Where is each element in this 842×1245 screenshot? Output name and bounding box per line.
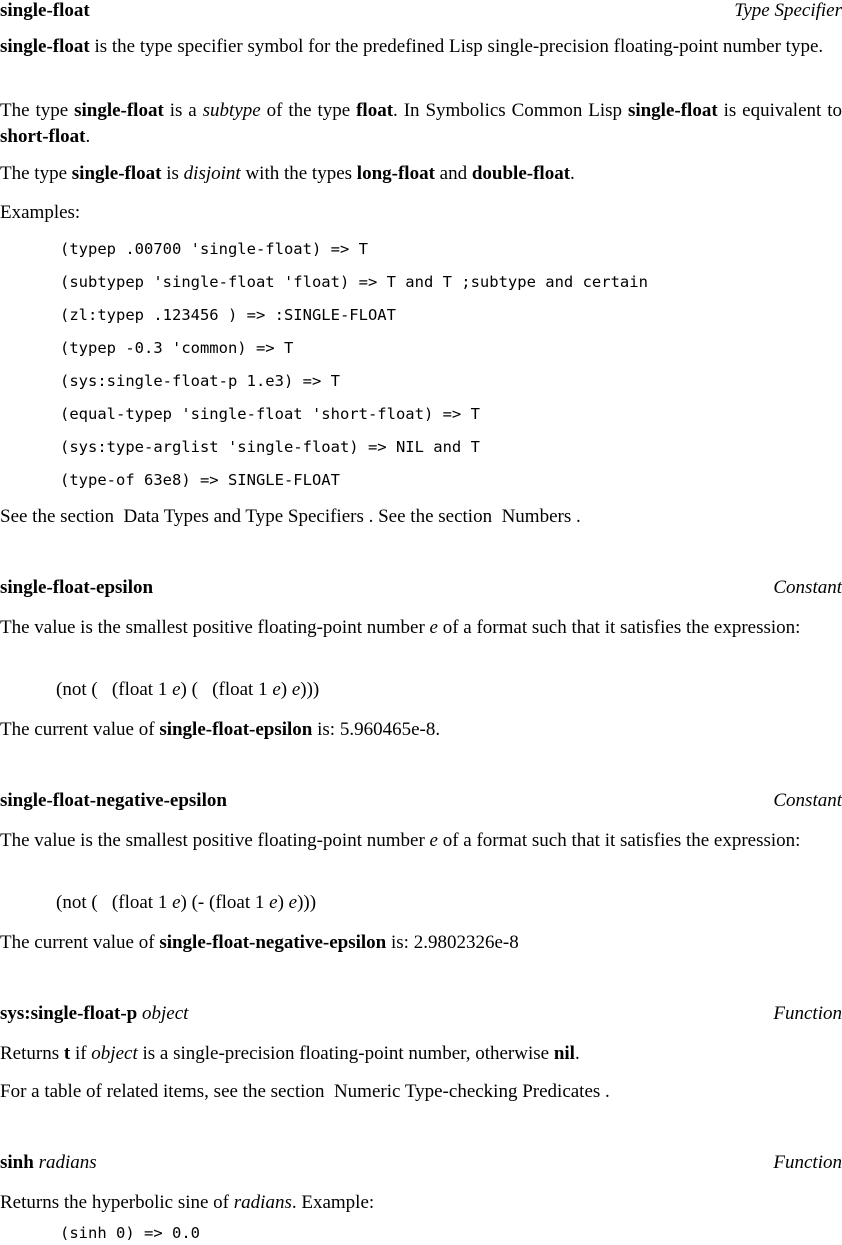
text: The type <box>0 100 75 121</box>
code-example: (equal-typep 'single-float 'short-float) => T <box>60 405 480 423</box>
entry-name: single-float-epsilon <box>0 577 154 598</box>
code-example: (type-of 63e8) => SINGLE-FLOAT <box>60 471 340 489</box>
paragraph <box>0 828 842 854</box>
text: of the type <box>260 100 357 121</box>
term: single-float-epsilon <box>159 719 313 740</box>
text: and <box>434 163 472 184</box>
text: is equivalent to <box>717 100 842 121</box>
text: . In Symbolics Common Lisp <box>393 100 628 121</box>
variable: e <box>429 617 438 638</box>
entry-name <box>0 1152 97 1174</box>
text: ))) <box>297 892 317 913</box>
paragraph <box>0 615 842 641</box>
entry-kind: Type Specifier <box>734 0 842 21</box>
entry-kind: Function <box>773 1003 842 1024</box>
entry-header-single-float-epsilon <box>0 577 842 601</box>
variable: e <box>429 830 438 851</box>
text: ) <box>280 679 292 700</box>
entry-kind: Function <box>773 1152 842 1173</box>
term: single-float <box>74 100 164 121</box>
text: is a single-precision floating-point number, otherwise <box>137 1043 554 1064</box>
entry-name: single-float-negative-epsilon <box>0 790 227 811</box>
variable: e <box>272 679 281 700</box>
term: float <box>356 100 394 121</box>
entry-kind: Constant <box>773 577 842 598</box>
function-name: sys:single-float-p <box>0 1003 138 1024</box>
entry-header-single-float <box>0 0 842 24</box>
paragraph <box>0 34 842 60</box>
text: The current value of <box>0 719 160 740</box>
term: single-float-negative-epsilon <box>159 932 387 953</box>
text: ) <box>277 892 289 913</box>
function-name: sinh <box>0 1152 34 1173</box>
entry-header-sinh <box>0 1152 842 1176</box>
emphasis: disjoint <box>183 163 241 184</box>
variable: e <box>288 892 298 913</box>
entry-header-single-float-p <box>0 1003 842 1027</box>
entry-name <box>0 1003 188 1025</box>
text: of a format such that it satisfies the expression: <box>437 830 801 851</box>
text: The value is the smallest positive floating-point number <box>0 617 430 638</box>
text: . <box>574 1043 580 1064</box>
term: single-float <box>0 36 90 57</box>
code-example: (typep -0.3 'common) => T <box>60 339 294 357</box>
code-example: (zl:typep .123456 ) => :SINGLE-FLOAT <box>60 306 396 324</box>
text: Returns the hyperbolic sine of <box>0 1192 234 1213</box>
code-example: (typep .00700 'single-float) => T <box>60 240 368 258</box>
text: of a format such that it satisfies the expression: <box>437 617 801 638</box>
text: (not ( (float 1 <box>56 892 173 913</box>
term: long-float <box>356 163 435 184</box>
text: The type <box>0 163 72 184</box>
paragraph <box>0 98 842 150</box>
paragraph <box>0 1041 842 1067</box>
paragraph <box>0 1190 842 1216</box>
examples-label: Examples: <box>0 202 81 223</box>
variable: e <box>172 679 181 700</box>
variable: e <box>172 892 181 913</box>
text: is the type specifier symbol for the predefined Lisp single-precision floating-point number type. <box>89 36 824 57</box>
text: is <box>161 163 184 184</box>
text: if <box>70 1043 92 1064</box>
emphasis: subtype <box>202 100 261 121</box>
paragraph <box>0 161 842 187</box>
text: (not ( (float 1 <box>56 679 173 700</box>
entry-kind: Constant <box>773 790 842 811</box>
variable: e <box>269 892 278 913</box>
text: is: 5.960465e-8. <box>312 719 441 740</box>
text: . <box>85 126 91 147</box>
see-also: For a table of related items, see the section Numeric Type-checking Predicates . <box>0 1081 610 1102</box>
term: double-float <box>471 163 571 184</box>
argument: object <box>141 1003 189 1024</box>
variable: e <box>291 679 301 700</box>
argument: radians <box>233 1192 292 1213</box>
formula <box>56 679 319 701</box>
entry-header-single-float-negative-epsilon <box>0 790 842 814</box>
code-example: (subtypep 'single-float 'float) => T and T ;subtype and certain <box>60 273 648 291</box>
argument: object <box>91 1043 138 1064</box>
text: Returns <box>0 1043 64 1064</box>
text: ))) <box>300 679 320 700</box>
code-example: (sinh 0) => 0.0 <box>60 1224 200 1242</box>
text: is: 2.9802326e-8 <box>386 932 519 953</box>
term: short-float <box>0 126 86 147</box>
text: with the types <box>240 163 357 184</box>
text: . Example: <box>291 1192 375 1213</box>
term: single-float <box>627 100 718 121</box>
text: The value is the smallest positive floating-point number <box>0 830 430 851</box>
entry-name: single-float <box>0 0 90 21</box>
text: ) (- (float 1 <box>180 892 270 913</box>
code-example: (sys:single-float-p 1.e3) => T <box>60 372 340 390</box>
term: single-float <box>71 163 162 184</box>
text: ) ( (float 1 <box>180 679 273 700</box>
text: is a <box>163 100 203 121</box>
paragraph <box>0 930 842 956</box>
code-example: (sys:type-arglist 'single-float) => NIL and T <box>60 438 480 456</box>
argument: radians <box>38 1152 97 1173</box>
see-also: See the section Data Types and Type Specifiers . See the section Numbers . <box>0 506 581 527</box>
term: t <box>63 1043 71 1064</box>
formula <box>56 892 316 914</box>
paragraph <box>0 717 842 743</box>
text: . <box>570 163 575 184</box>
text: The current value of <box>0 932 160 953</box>
term: nil <box>553 1043 575 1064</box>
